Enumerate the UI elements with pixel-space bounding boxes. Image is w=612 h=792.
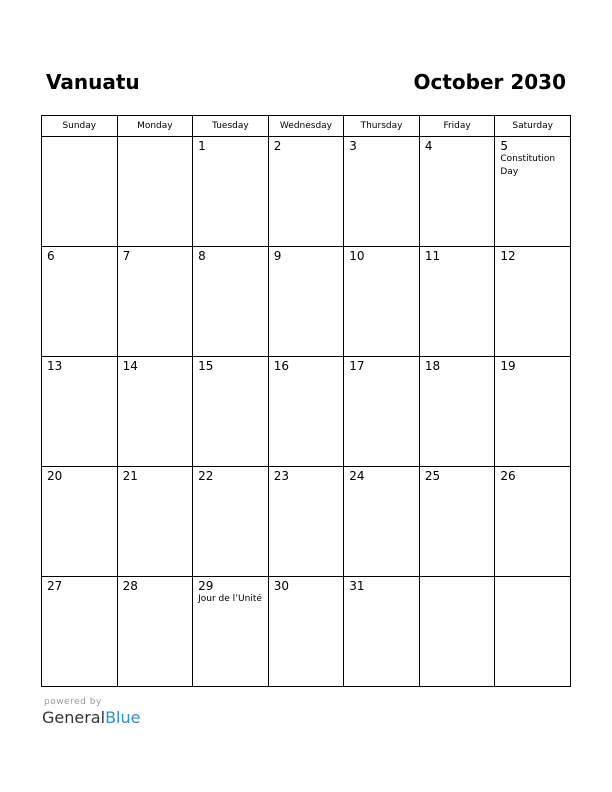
day-cell: [419, 577, 495, 687]
day-number: 17: [349, 359, 365, 373]
day-cell: [193, 137, 269, 247]
day-number: 1: [198, 139, 206, 153]
week-row: [42, 577, 571, 687]
day-number: 31: [349, 579, 365, 593]
day-number: 3: [349, 139, 357, 153]
week-row: [42, 247, 571, 357]
day-cell: [117, 467, 193, 577]
day-cell: [495, 577, 571, 687]
weekday-header: Wednesday: [268, 116, 344, 137]
day-cell: [419, 357, 495, 467]
weekday-header: Thursday: [344, 116, 420, 137]
day-cell: [117, 137, 193, 247]
day-cell: [495, 357, 571, 467]
day-number: 26: [500, 469, 516, 483]
brand-logo[interactable]: [42, 708, 140, 727]
day-number: 18: [424, 359, 441, 373]
day-cell: [268, 467, 344, 577]
weekday-header: Friday: [419, 116, 495, 137]
day-cell: [42, 137, 118, 247]
day-number: 19: [500, 359, 516, 373]
holiday-label: Jour de l’Unité: [198, 594, 262, 604]
day-cell: [344, 577, 420, 687]
day-number: 20: [47, 469, 63, 483]
day-cell: [42, 577, 118, 687]
day-cell: [268, 137, 344, 247]
calendar-grid: [41, 115, 571, 687]
day-cell: [495, 467, 571, 577]
day-cell: [268, 247, 344, 357]
day-cell: [419, 467, 495, 577]
day-cell: [344, 357, 420, 467]
week-row: [42, 137, 571, 247]
day-number: 28: [122, 579, 138, 593]
day-cell: [495, 137, 571, 247]
day-number: 16: [273, 359, 289, 373]
holiday-label: Constitution Day: [500, 154, 556, 177]
day-cell: [193, 577, 269, 687]
day-cell: [419, 247, 495, 357]
weekday-header-row: [42, 116, 571, 137]
day-cell: [268, 577, 344, 687]
day-cell: [42, 247, 118, 357]
day-cell: [117, 577, 193, 687]
day-cell: [495, 247, 571, 357]
day-cell: [193, 247, 269, 357]
weekday-header: Tuesday: [193, 116, 269, 137]
day-cell: [117, 247, 193, 357]
week-row: [42, 467, 571, 577]
day-number: 2: [273, 139, 282, 153]
day-number: 10: [349, 249, 365, 263]
day-number: 15: [198, 359, 214, 373]
calendar-month-title: October 2030: [413, 70, 566, 94]
day-number: 9: [273, 249, 282, 263]
day-cell: [344, 137, 420, 247]
day-number: 23: [273, 469, 289, 483]
day-number: 25: [424, 469, 441, 483]
day-number: 5: [500, 139, 509, 153]
day-number: 4: [424, 139, 433, 153]
brand-name-part1: General: [42, 708, 106, 727]
day-cell: [268, 357, 344, 467]
weekday-header: Saturday: [495, 116, 571, 137]
day-cell: [419, 137, 495, 247]
day-number: 14: [122, 359, 138, 373]
day-number: 13: [47, 359, 63, 373]
day-cell: [344, 247, 420, 357]
day-number: 21: [122, 469, 138, 483]
day-number: 27: [47, 579, 63, 593]
day-number: 7: [122, 249, 131, 263]
day-number: 22: [198, 469, 214, 483]
day-cell: [42, 467, 118, 577]
day-number: 29: [198, 579, 214, 593]
day-cell: [193, 467, 269, 577]
day-number: 6: [47, 249, 55, 263]
day-number: 30: [273, 579, 289, 593]
day-cell: [344, 467, 420, 577]
week-row: [42, 357, 571, 467]
day-number: 11: [424, 249, 441, 263]
day-cell: [193, 357, 269, 467]
calendar-country-title: Vanuatu: [46, 70, 140, 94]
day-number: 8: [198, 249, 206, 263]
day-number: 12: [500, 249, 516, 263]
brand-name-part2: Blue: [105, 708, 141, 727]
day-cell: [42, 357, 118, 467]
day-cell: [117, 357, 193, 467]
powered-by-label: powered by: [44, 697, 102, 707]
day-number: 24: [349, 469, 365, 483]
weekday-header: Monday: [117, 116, 193, 137]
weekday-header: Sunday: [42, 116, 118, 137]
